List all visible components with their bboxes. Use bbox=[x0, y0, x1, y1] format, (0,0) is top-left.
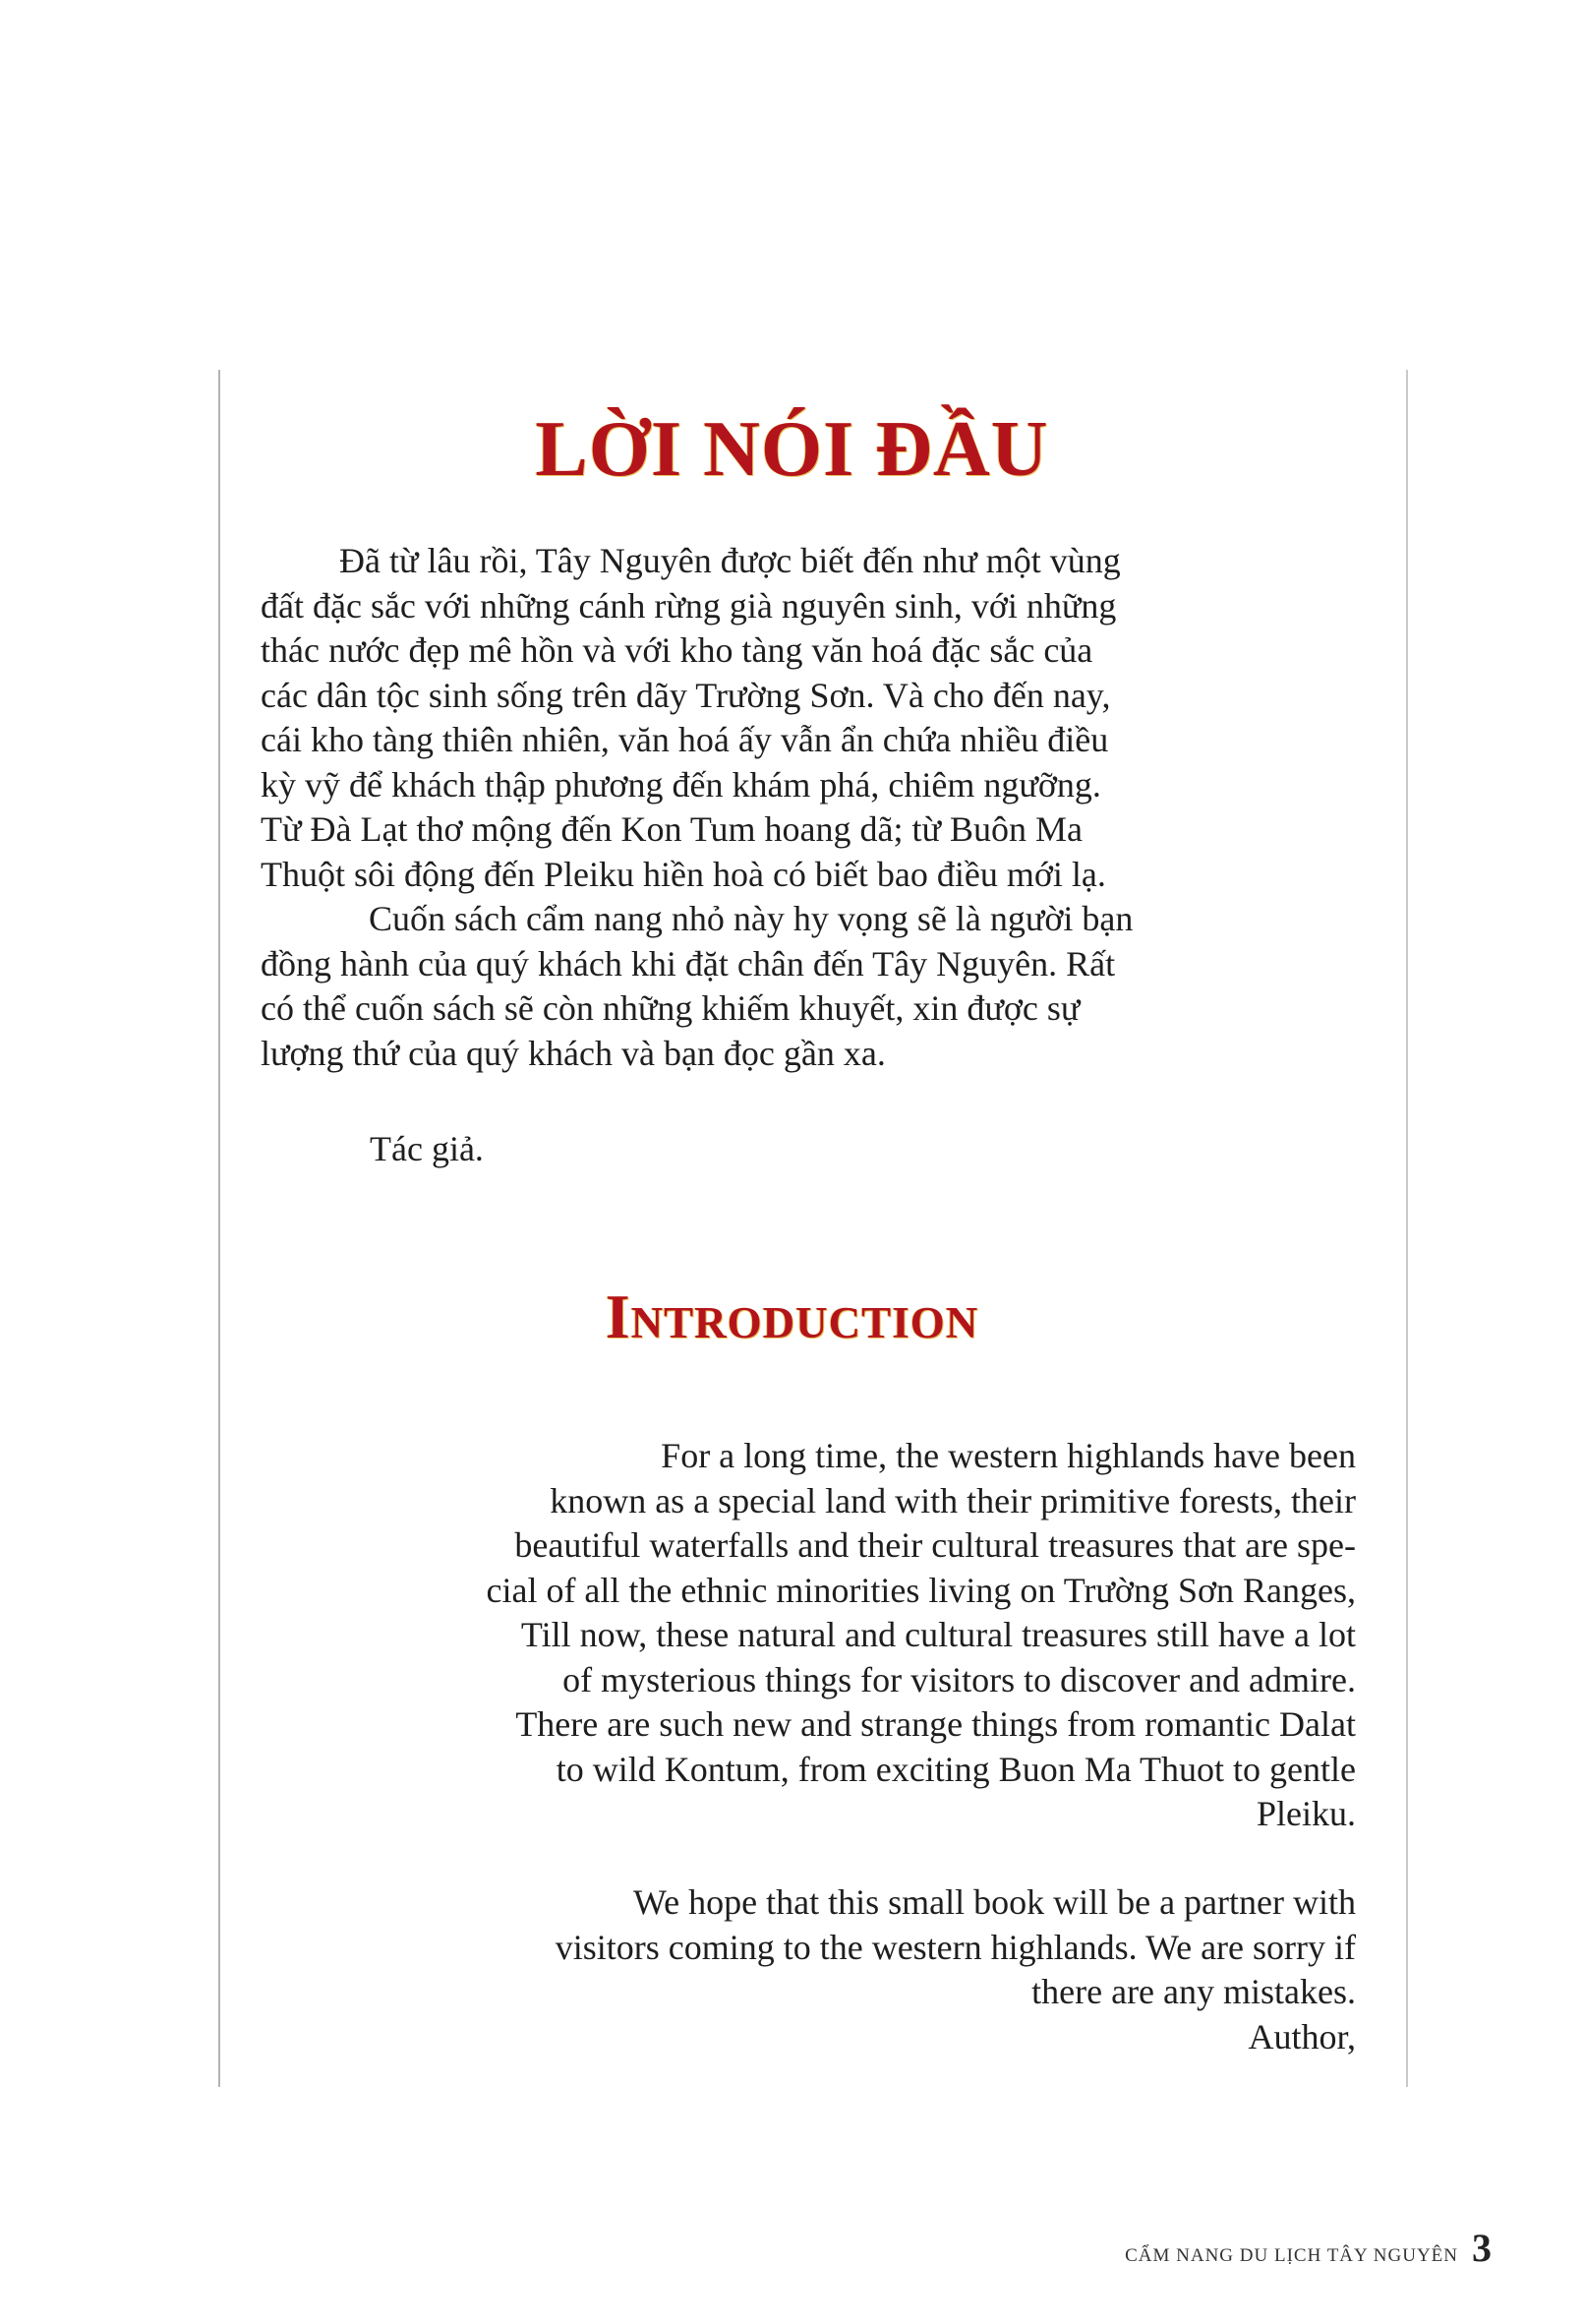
introduction-paragraph-2 bbox=[274, 1880, 1356, 2059]
preface-line: thác nước đẹp mê hồn và với kho tàng văn hoá đặc sắc của bbox=[261, 630, 1093, 670]
running-title: CẨM NANG DU LỊCH TÂY NGUYÊN bbox=[1125, 2245, 1458, 2266]
introduction-title: Introduction bbox=[605, 1281, 979, 1351]
preface-line: Đã từ lâu rồi, Tây Nguyên được biết đến như một vùng bbox=[339, 541, 1121, 580]
introduction-line: Till now, these natural and cultural treasures still have a lot bbox=[520, 1615, 1356, 1654]
introduction-line: We hope that this small book will be a partner with bbox=[633, 1882, 1356, 1922]
preface-line: lượng thứ của quý khách và bạn đọc gần xa. bbox=[261, 1033, 886, 1073]
introduction-line: of mysterious things for visitors to discover and admire. bbox=[562, 1659, 1356, 1699]
introduction-line: known as a special land with their primitive forests, their bbox=[550, 1480, 1356, 1520]
introduction-line: there are any mistakes. bbox=[1031, 1972, 1356, 2011]
introduction-line: to wild Kontum, from exciting Buon Ma Thuot to gentle bbox=[556, 1749, 1356, 1789]
introduction-line: cial of all the ethnic minorities living on Trường Sơn Ranges, bbox=[486, 1570, 1356, 1610]
preface-line: Cuốn sách cẩm nang nhỏ này hy vọng sẽ là người bạn bbox=[369, 899, 1134, 938]
preface-line: cái kho tàng thiên nhiên, văn hoá ấy vẫn ẩn chứa nhiều điều bbox=[261, 720, 1109, 759]
preface-line: đồng hành của quý khách khi đặt chân đến Tây Nguyên. Rất bbox=[261, 943, 1116, 983]
introduction-paragraph-1 bbox=[274, 1434, 1356, 1837]
introduction-line: Pleiku. bbox=[1256, 1794, 1356, 1833]
preface-title: LỜI NÓI ĐẦU bbox=[535, 406, 1049, 493]
preface-line: Thuột sôi động đến Pleiku hiền hoà có biết bao điều mới lạ. bbox=[261, 854, 1106, 894]
introduction-line: beautiful waterfalls and their cultural treasures that are spe- bbox=[514, 1525, 1356, 1565]
preface-body bbox=[261, 539, 1327, 1076]
preface-line: các dân tộc sinh sống trên dãy Trường Sơn. Và cho đến nay, bbox=[261, 675, 1111, 715]
page-footer bbox=[1125, 2225, 1492, 2271]
introduction-line: visitors coming to the western highlands. We are sorry if bbox=[555, 1927, 1356, 1967]
introduction-line: There are such new and strange things from romantic Dalat bbox=[515, 1704, 1356, 1744]
preface-line: Từ Đà Lạt thơ mộng đến Kon Tum hoang dã; từ Buôn Ma bbox=[261, 809, 1084, 849]
preface-line: có thể cuốn sách sẽ còn những khiếm khuyết, xin được sự bbox=[261, 988, 1081, 1028]
preface-line: đất đặc sắc với những cánh rừng già nguyên sinh, với những bbox=[261, 585, 1117, 626]
preface-signature: Tác giả. bbox=[370, 1129, 484, 1168]
preface-line: kỳ vỹ để khách thập phương đến khám phá, chiêm ngưỡng. bbox=[261, 764, 1101, 804]
introduction-line: For a long time, the western highlands have been bbox=[661, 1436, 1356, 1475]
page-number: 3 bbox=[1472, 2226, 1492, 2270]
introduction-signature: Author, bbox=[1248, 2016, 1356, 2056]
